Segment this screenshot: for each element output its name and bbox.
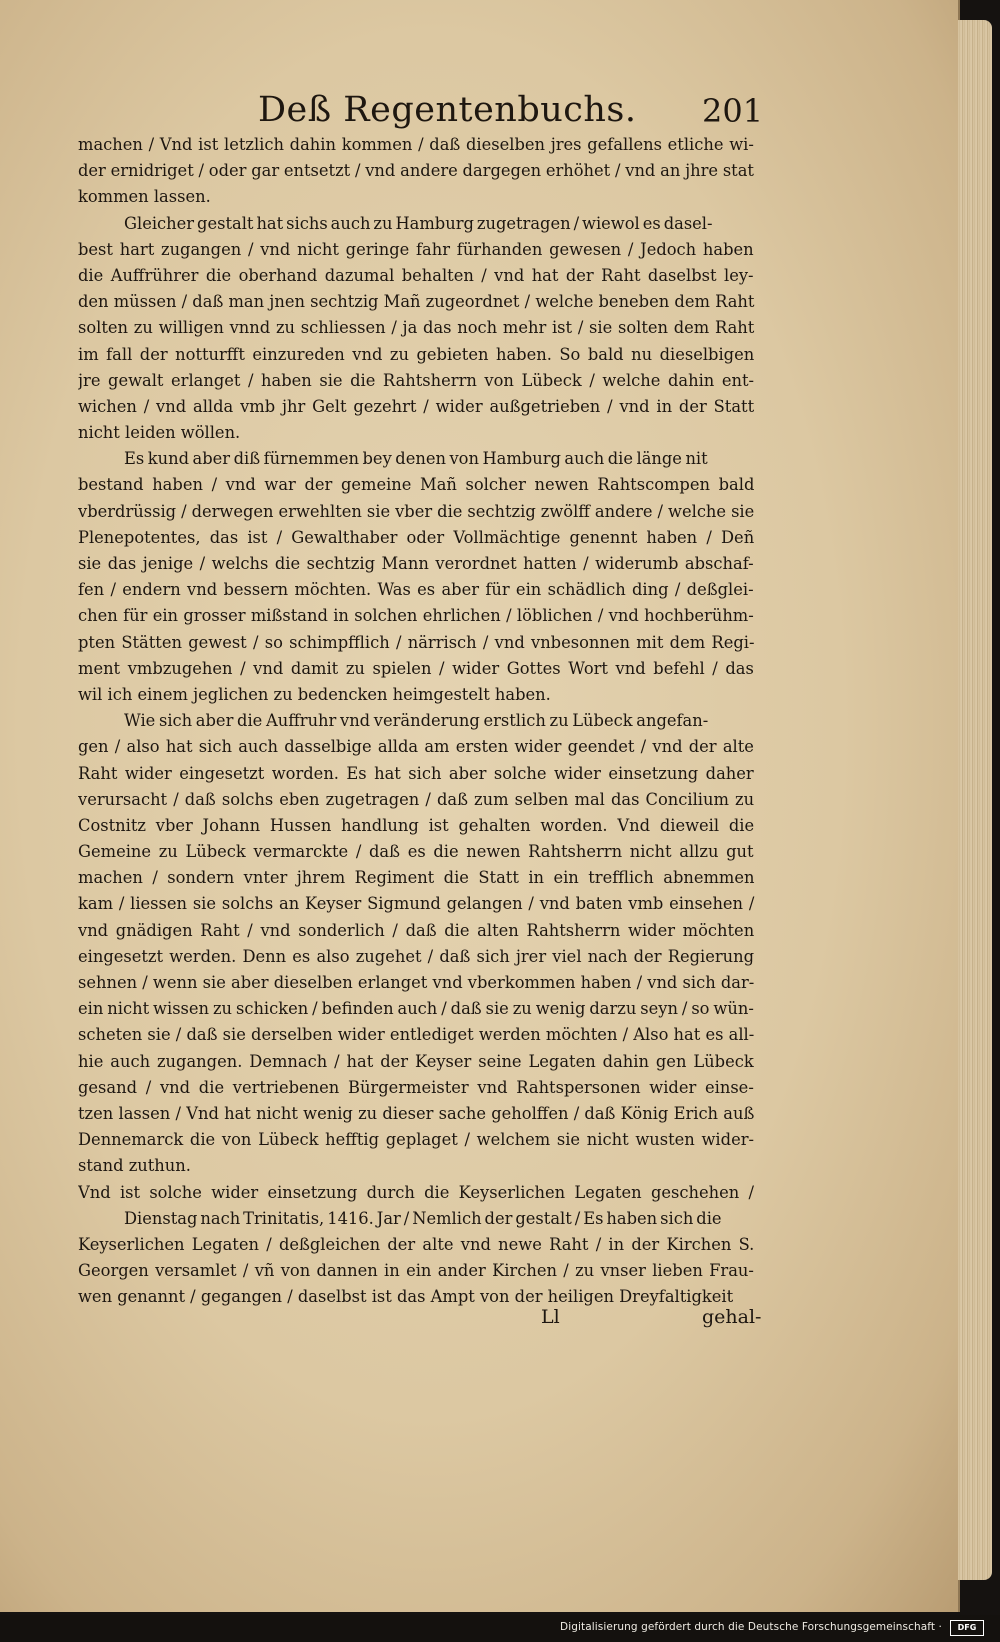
text-line: die Auffrührer die oberhand dazumal behalten / vnd hat der Raht daselbst ley- [78,265,754,285]
catchword: gehal- [702,1306,762,1328]
credit-bar [0,1615,1000,1642]
text-line: Wie sich aber die Auffruhr vnd veränderung erstlich zu Lübeck angefan- [124,711,709,731]
text-line: fen / endern vnd bessern möchten. Was es aber für ein schädlich ding / deßglei- [78,580,754,600]
signature-mark: Ll [541,1306,560,1328]
text-line: Gemeine zu Lübeck vermarckte / daß es die newen Rahtsherrn nicht allzu gut [78,842,754,862]
page-edge [958,20,992,1580]
body-text [78,132,758,1310]
text-line: vnd gnädigen Raht / vnd sonderlich / daß die alten Rahtsherrn wider möchten [78,920,755,940]
text-line: machen / Vnd ist letzlich dahin kommen / daß dieselben jres gefallens etliche wi- [78,135,754,154]
text-line: eingesetzt werden. Denn es also zugehet / daß sich jrer viel nach der Regierung [78,946,755,966]
text-line: ein nicht wissen zu schicken / befinden auch / daß sie zu wenig darzu seyn / so wün- [78,999,754,1019]
text-line: pten Stätten gewest / so schimpfflich / närrisch / vnd vnbesonnen mit dem Regi- [78,632,755,652]
running-title: Deß Regentenbuchs. [258,90,637,130]
text-line: vberdrüssig / derwegen erwehlten sie vber die sechtzig zwölff andere / welche sie [78,501,755,521]
text-line: Dennemarck die von Lübeck hefftig geplaget / welchem sie nicht wusten wider- [78,1130,754,1150]
text-line: gesand / vnd die vertriebenen Bürgermeister vnd Rahtspersonen wider einse- [78,1077,754,1097]
text-line: hie auch zugangen. Demnach / hat der Keyser seine Legaten dahin gen Lübeck [78,1051,754,1071]
text-line: Plenepotentes, das ist / Gewalthaber oder Vollmächtige genennt haben / Deñ [78,527,755,547]
text-line: stand zuthun. [78,1156,191,1176]
text-line: Keyserlichen Legaten / deßgleichen der alte vnd newe Raht / in der Kirchen S. [78,1234,755,1254]
text-line: Costnitz vber Johann Hussen handlung ist gehalten worden. Vnd dieweil die [78,815,755,835]
text-line: wil ich einem jeglichen zu bedencken heimgestelt haben. [78,684,551,704]
text-line: jre gewalt erlanget / haben sie die Rahtsherrn von Lübeck / welche dahin ent- [78,370,754,390]
text-line: kam / liessen sie solchs an Keyser Sigmund gelangen / vnd baten vmb einsehen / [78,894,755,914]
text-line: Vnd ist solche wider einsetzung durch die Keyserlichen Legaten geschehen / [78,1182,754,1202]
text-line: nicht leiden wöllen. [78,423,241,443]
text-line: gen / also hat sich auch dasselbige allda am ersten wider geendet / vnd der alte [78,737,754,757]
text-line: sehnen / wenn sie aber dieselben erlanget vnd vberkommen haben / vnd sich dar- [78,973,755,992]
credit-text: Digitalisierung gefördert durch die Deutsche Forschungsgemeinschaft · [560,1621,942,1633]
text-line: im fall der notturfft einzureden vnd zu gebieten haben. So bald nu dieselbigen [78,344,755,364]
text-line: Raht wider eingesetzt worden. Es hat sich aber solche wider einsetzung daher [78,763,754,783]
text-line: wen genannt / gegangen / daselbst ist das Ampt von der heiligen Dreyfaltigkeit [78,1287,734,1307]
text-line: den müssen / daß man jnen sechtzig Mañ zugeordnet / welche beneben dem Raht [78,292,755,312]
text-line: solten zu willigen vnnd zu schliessen / ja das noch mehr ist / sie solten dem Raht [78,318,755,338]
text-line: scheten sie / daß sie derselben wider entlediget werden möchten / Also hat es all- [78,1025,755,1045]
text-line: Dienstag nach Trinitatis, 1416. Jar / Nemlich der gestalt / Es haben sich die [124,1208,722,1228]
text-line: best hart zugangen / vnd nicht geringe fahr fürhanden gewesen / Jedoch haben [78,239,754,259]
text-line: kommen lassen. [78,187,211,207]
dfg-logo: DFG [950,1620,984,1636]
page-number: 201 [702,92,764,130]
text-line: wichen / vnd allda vmb jhr Gelt gezehrt / wider außgetrieben / vnd in der Statt [78,396,755,416]
text-line: ment vmbzugehen / vnd damit zu spielen / wider Gottes Wort vnd befehl / das [78,658,754,678]
text-line: tzen lassen / Vnd hat nicht wenig zu dieser sache geholffen / daß König Erich auß [78,1103,755,1123]
text-line: sie das jenige / welchs die sechtzig Mann verordnet hatten / widerumb abschaf- [78,554,754,573]
text-line: Gleicher gestalt hat sichs auch zu Hamburg zugetragen / wiewol es dasel- [124,213,713,233]
text-line: Es kund aber diß fürnemmen bey denen von Hamburg auch die länge nit [124,449,708,469]
text-line: verursacht / daß solchs eben zugetragen / daß zum selben mal das Concilium zu [78,789,755,809]
text-line: der ernidriget / oder gar entsetzt / vnd andere dargegen erhöhet / vnd an jhre stat [78,161,754,181]
text-line: chen für ein grosser mißstand in solchen ehrlichen / löblichen / vnd hochberühm- [78,606,754,626]
text-line: Georgen versamlet / vñ von dannen in ein ander Kirchen / zu vnser lieben Frau- [78,1261,754,1281]
text-line: bestand haben / vnd war der gemeine Mañ solcher newen Rahtscompen bald [78,475,755,495]
text-line: machen / sondern vnter jhrem Regiment die Statt in ein trefflich abnemmen [78,868,755,888]
